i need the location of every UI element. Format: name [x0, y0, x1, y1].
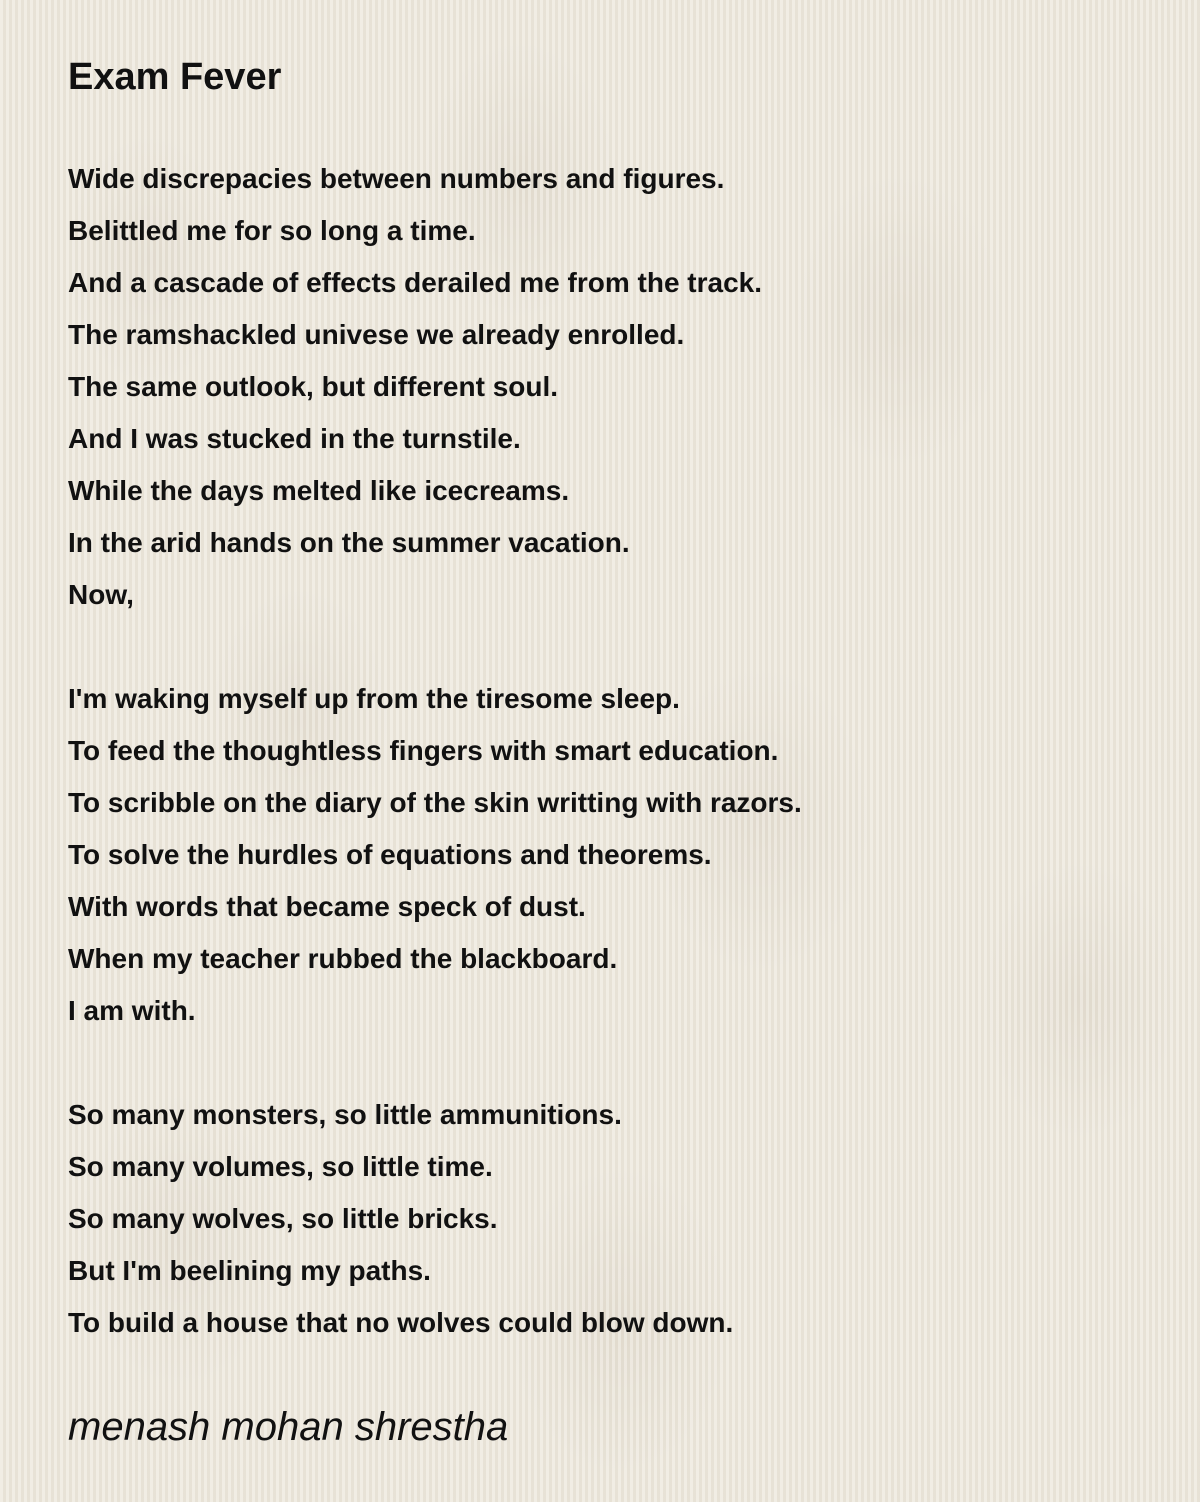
poem-line: Now, — [68, 579, 134, 610]
poem-author: menash mohan shrestha — [68, 1405, 509, 1449]
poem-line: To feed the thoughtless fingers with smart education. — [68, 735, 779, 766]
poem-line: Belittled me for so long a time. — [68, 215, 476, 246]
poem-line: The ramshackled univese we already enrolled. — [68, 319, 685, 350]
poem-line: When my teacher rubbed the blackboard. — [68, 943, 618, 974]
poem-line: And a cascade of effects derailed me from the track. — [68, 267, 763, 298]
poem-line: While the days melted like icecreams. — [68, 475, 570, 506]
poem-line: I'm waking myself up from the tiresome sleep. — [68, 683, 680, 714]
poem-line: Wide discrepacies between numbers and figures. — [68, 163, 725, 194]
stanza-break — [68, 621, 802, 673]
poem-line: And I was stucked in the turnstile. — [68, 423, 521, 454]
poem-line: With words that became speck of dust. — [68, 891, 586, 922]
poem-line: The same outlook, but different soul. — [68, 371, 559, 402]
poem-title: Exam Fever — [68, 56, 282, 98]
poem-line: So many monsters, so little ammunitions. — [68, 1099, 622, 1130]
poem-line: To solve the hurdles of equations and theorems. — [68, 839, 712, 870]
poem-line: To scribble on the diary of the skin writting with razors. — [68, 787, 802, 818]
stanza-break — [68, 1037, 802, 1089]
poem-line: To build a house that no wolves could blow down. — [68, 1307, 734, 1338]
poem-line: But I'm beelining my paths. — [68, 1255, 431, 1286]
poem-line: So many wolves, so little bricks. — [68, 1203, 498, 1234]
poem-line: In the arid hands on the summer vacation. — [68, 527, 630, 558]
poem-line: So many volumes, so little time. — [68, 1151, 493, 1182]
poem-body — [68, 153, 802, 1349]
poem-line: I am with. — [68, 995, 196, 1026]
